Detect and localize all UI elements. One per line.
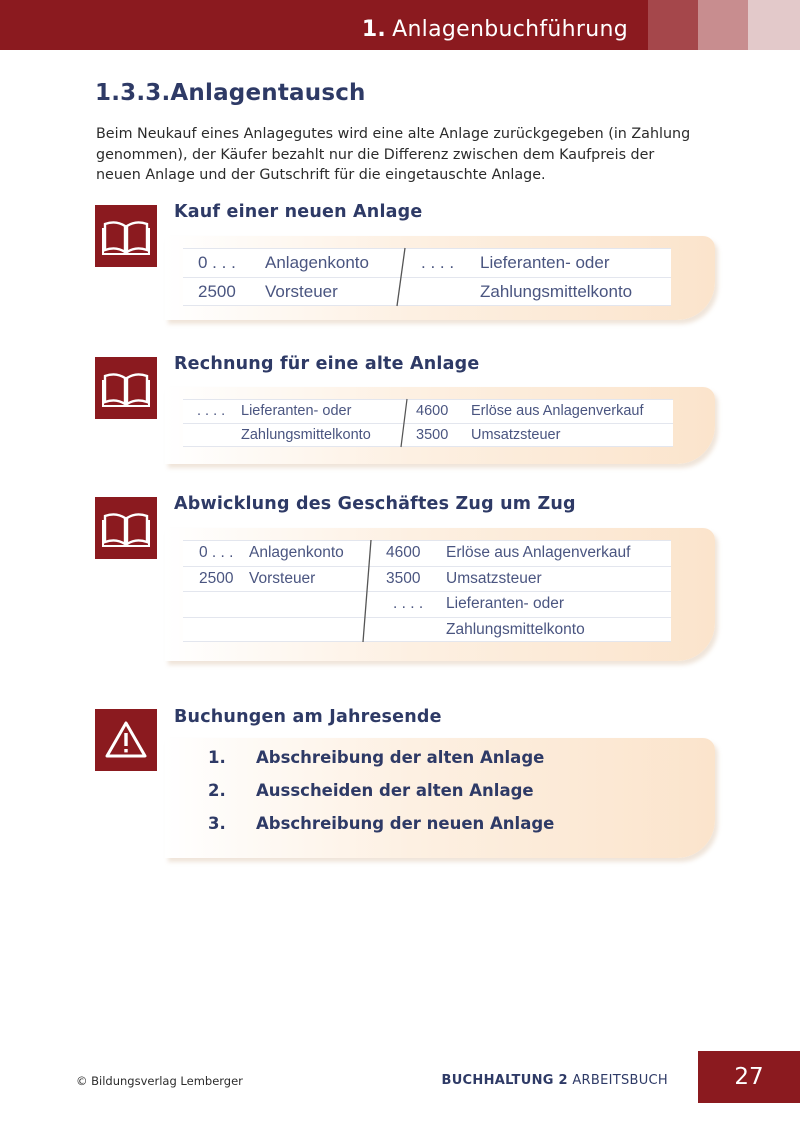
chapter-header (0, 0, 800, 50)
book-icon (95, 357, 157, 419)
list-number: 3. (208, 814, 226, 833)
account-name: Lieferanten- oder (446, 595, 565, 612)
account-name: Umsatzsteuer (446, 570, 542, 587)
account-code: 4600 (416, 403, 449, 419)
book-icon (95, 497, 157, 559)
block-title: Abwicklung des Geschäftes Zug um Zug (174, 494, 576, 514)
book-title-rest: ARBEITSBUCH (572, 1073, 668, 1088)
list-text: Ausscheiden der alten Anlage (256, 781, 534, 800)
warning-icon (95, 709, 157, 771)
intro-paragraph: Beim Neukauf eines Anlagegutes wird eine alte Anlage zurückgegeben (in Zahlung genommen), der Käufer bezahlt nur die Differenz zwischen dem Kaufpreis der neuen Anlage und der Gutschrift für die eingetauschte Anlage. (96, 126, 691, 183)
block-title: Kauf einer neuen Anlage (174, 202, 423, 222)
account-divider (393, 246, 409, 308)
account-code: . . . . (393, 595, 424, 612)
chapter-title (362, 17, 628, 42)
chapter-number: 1. (361, 17, 387, 42)
block-title: Buchungen am Jahresende (174, 707, 442, 727)
list-number: 1. (208, 748, 226, 767)
header-accent-square (648, 0, 698, 50)
account-code: 3500 (416, 427, 449, 443)
account-code: 4600 (386, 544, 421, 561)
account-name: Umsatzsteuer (471, 427, 561, 443)
account-name: Erlöse aus Anlagenverkauf (471, 403, 644, 419)
section-title: 1.3.3.Anlagentausch (95, 80, 366, 106)
account-divider (397, 398, 411, 448)
block-title: Rechnung für eine alte Anlage (174, 354, 480, 374)
copyright: © Bildungsverlag Lemberger (76, 1074, 243, 1088)
account-code: 3500 (386, 570, 421, 587)
list-text: Abschreibung der alten Anlage (256, 748, 545, 767)
account-name: Zahlungsmittelkonto (241, 427, 371, 443)
page-number: 27 (698, 1051, 800, 1103)
account-code: 0 . . . (199, 544, 234, 561)
account-code: . . . . (421, 253, 455, 272)
book-icon (95, 205, 157, 267)
account-name: Vorsteuer (265, 282, 338, 301)
table-row (183, 617, 671, 643)
table-row (183, 591, 671, 617)
header-accent-square (698, 0, 748, 50)
account-name: Vorsteuer (249, 570, 316, 587)
account-divider (359, 538, 375, 644)
account-name: Anlagenkonto (265, 253, 369, 272)
list-text: Abschreibung der neuen Anlage (256, 814, 555, 833)
book-title (441, 1073, 668, 1088)
account-name: Anlagenkonto (249, 544, 344, 561)
account-name: Lieferanten- oder (480, 253, 610, 272)
account-name: Lieferanten- oder (241, 403, 352, 419)
header-accent-square (748, 0, 800, 50)
account-code: 2500 (199, 570, 234, 587)
chapter-name: Anlagenbuchführung (392, 17, 628, 42)
account-code: 2500 (198, 282, 236, 301)
list-number: 2. (208, 781, 226, 800)
account-name: Erlöse aus Anlagenverkauf (446, 544, 631, 561)
account-code: 0 . . . (198, 253, 236, 272)
account-name: Zahlungsmittelkonto (480, 282, 633, 301)
account-name: Zahlungsmittelkonto (446, 621, 585, 638)
account-code: . . . . (197, 403, 226, 419)
book-title-bold: BUCHHALTUNG 2 (441, 1073, 568, 1088)
